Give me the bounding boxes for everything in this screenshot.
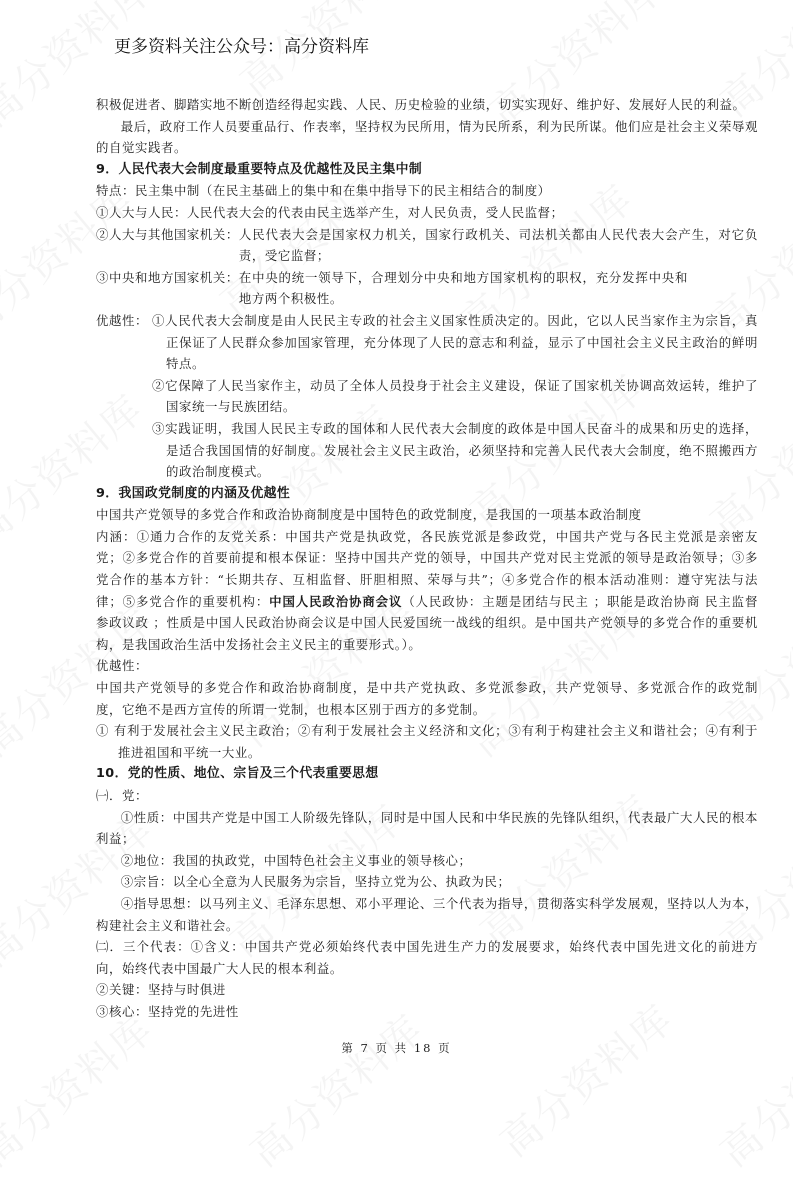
connotation-text: 内涵：①通力合作的友党关系：中国共产党是执政党，各民族党派是参政党，中国共产党与各民主党派是亲密友党；②多党合作的首要前提和根本保证：坚持中国共产党的领导，中国共产党对民主党派的领导是政治领导；③多党合作的基本方针：“长期共存、互相监督、肝胆相照、荣辱与共”；④多党合作的根本活动准则：遵守宪法与法律；⑤多党合作的重要机构： (96, 528, 758, 609)
header-banner: 更多资料关注公众号：高分资料库 (114, 37, 369, 57)
document-body (96, 94, 758, 1023)
paragraph: 中国共产党领导的多党合作和政治协商制度，是中共产党执政、多党派参政，共产党领导、多党派合作的政党制度，它绝不是西方宣传的所谓一党制，也根本区别于西方的多党制。 (96, 680, 758, 717)
cppcc-name: 中国人民政治协商会议 (269, 593, 403, 609)
party-item: ④指导思想：以马列主义、毛泽东思想、邓小平理论、三个代表为指导，贯彻落实科学发展观，坚持以人为本，构建社会主义和谐社会。 (96, 895, 758, 933)
paragraph: 最后，政府工作人员要重品行、作表率，坚持权为民所用，情为民所系，利为民所谋。他们应是社会主义荣辱观的自觉实践者。 (96, 118, 758, 156)
connotation-paragraph (96, 526, 758, 656)
advantage-item: ②它保障了人民当家作主，动员了全体人员投身于社会主义建设，保证了国家机关协调高效运转，维护了国家统一与民族团结。 (152, 377, 758, 415)
benefits-list: ① 有利于发展社会主义民主政治；②有利于发展社会主义经济和文化；③有利于构建社会主义和谐社会；④有利于推进祖国和平统一大业。 (96, 723, 758, 760)
three-represents-key: ②关键：坚持与时俱进 (96, 982, 226, 998)
three-represents: ㈡．三个代表：①含义：中国共产党必须始终代表中国先进生产力的发展要求，始终代表中国先进文化的前进方向，始终代表中国最广大人民的根本利益。 (96, 939, 758, 976)
party-item: ③宗旨：以全心全意为人民服务为宗旨，坚持立党为公、执政为民； (120, 874, 511, 890)
advantages-block (96, 310, 758, 483)
three-represents-core: ③核心：坚持党的先进性 (96, 1003, 239, 1019)
connotation-text: （人民政协：主题是团结与民主 ；职能是政治协商 民主监督 参政议政 ；性质是中国人民政治协商会议是中国人民爱国统一战线的组织。是中国共产党领导的多党合作的重要机构，是我国政治生活中发扬社会主义民主的重要形式。）。 (96, 593, 758, 652)
subsection-label: ㈠．党： (96, 788, 148, 803)
page-footer: 第 7 页 共 18 页 (341, 1041, 452, 1055)
item-text: 人民代表大会的代表由民主选举产生，对人民负责，受人民监督； (186, 204, 564, 220)
feature-item (96, 202, 758, 224)
advantage-item: ①人民代表大会制度是由人民民主专政的社会主义国家性质决定的。因此，它以人民当家作主为宗旨，真正保证了人民群众参加国家管理，充分体现了人民的意志和利益，显示了中国社会主义民主政治的鲜明特点。 (152, 312, 758, 372)
paragraph: 积极促进者、脚踏实地不断创造经得起实践、人民、历史检验的业绩，切实实现好、维护好、发展好人民的利益。 (96, 97, 746, 112)
advantage-label: 优越性： (96, 312, 148, 328)
feature-item (96, 224, 758, 267)
item-text: 人民代表大会是国家权力机关，国家行政机关、司法机关都由人民代表大会产生，对它负责，受它监督； (238, 226, 758, 264)
party-item: ②地位：我国的执政党，中国特色社会主义事业的领导核心； (120, 852, 472, 868)
advantage-item: ③实践证明，我国人民民主专政的国体和人民代表大会制度的政体是中国人民奋斗的成果和历史的选择，是适合我国国情的好制度。发展社会主义民主政治，必须坚持和完善人民代表大会制度，绝不照搬西方的政治制度模式。 (152, 420, 758, 480)
watermark (706, 999, 793, 1178)
item-label: ①人大与人民： (96, 204, 187, 220)
feature-item (96, 267, 758, 310)
item-label: ③中央和地方国家机关： (96, 269, 239, 285)
section-heading: 10．党的性质、地位、宗旨及三个代表重要思想 (96, 766, 379, 782)
paragraph: 中国共产党领导的多党合作和政治协商制度是中国特色的政党制度，是我国的一项基本政治制度 (96, 507, 642, 523)
section-heading: 9．人民代表大会制度最重要特点及优越性及民主集中制 (96, 161, 423, 177)
party-item: ①性质：中国共产党是中国工人阶级先锋队，同时是中国人民和中华民族的先锋队组织，代表最广大人民的根本利益； (96, 809, 758, 847)
advantage-label: 优越性： (96, 658, 148, 674)
section-heading: 9．我国政党制度的内涵及优越性 (96, 485, 291, 501)
watermark (0, 999, 164, 1178)
item-label: ②人大与其他国家机关： (96, 226, 239, 242)
feature-line: 特点：民主集中制（在民主基础上的集中和在集中指导下的民主相结合的制度） (96, 183, 551, 199)
watermark (236, 999, 434, 1178)
item-text: 在中央的统一领导下，合理划分中央和地方国家机构的职权，充分发挥中央和地方两个积极性。 (238, 269, 688, 307)
